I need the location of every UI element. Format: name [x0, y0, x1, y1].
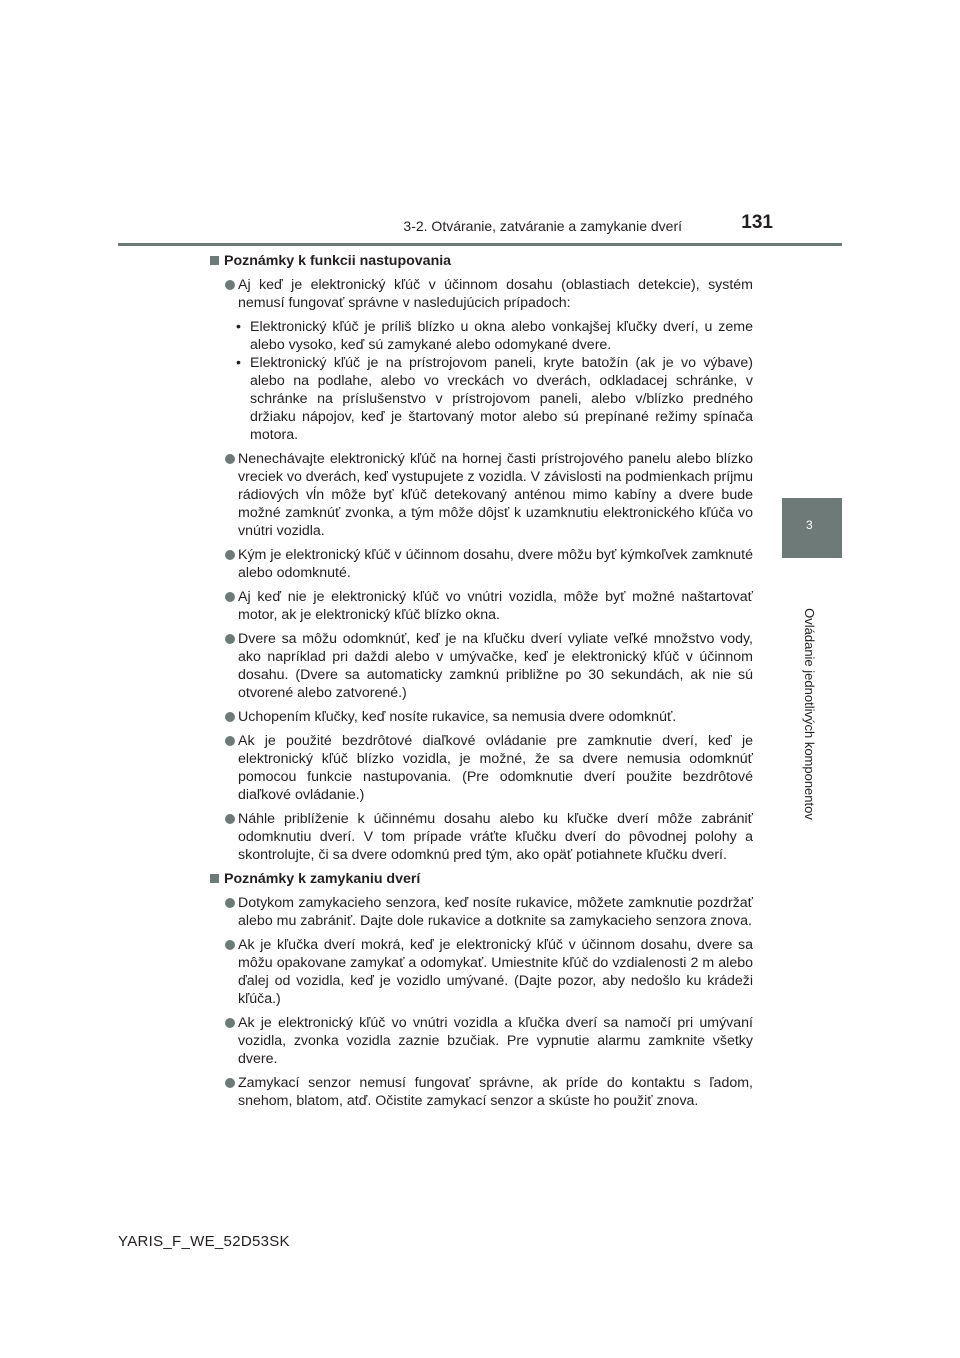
- note-item: Kým je elektronický kľúč v účinnom dosahu, dvere môžu byť kýmkoľvek zamknuté alebo odomknuté.: [210, 546, 753, 582]
- note-item: Zamykací senzor nemusí fungovať správne, ak príde do kontaktu s ľadom, snehom, blatom, atď. Očistite zamykací senzor a skúste ho použiť znova.: [210, 1074, 753, 1110]
- sub-item: • Elektronický kľúč je na prístrojovom paneli, kryte batožín (ak je vo výbave) alebo na podlahe, alebo vo vreckách vo dverách, odkladacej schránke, v schránke na príslušenstvo v prístrojovom paneli, alebo v/blízko predného držiaku nápojov, keď je štartovaný motor alebo sú prepínané režimy spínača motora.: [236, 355, 753, 443]
- dot-bullet-icon: •: [236, 355, 241, 371]
- sub-list: [210, 318, 753, 444]
- chapter-tab: [782, 498, 842, 558]
- page-number: 131: [741, 212, 773, 233]
- section-heading: Poznámky k funkcii nastupovania: [210, 252, 753, 270]
- page-content: [210, 252, 753, 1116]
- circle-bullet-icon: [225, 736, 235, 746]
- circle-bullet-icon: [225, 454, 235, 464]
- section-heading: Poznámky k zamykaniu dverí: [210, 870, 753, 888]
- circle-bullet-icon: [225, 814, 235, 824]
- header-divider: [118, 243, 842, 246]
- note-item: Náhle priblíženie k účinnému dosahu alebo ku kľučke dverí môže zabrániť odomknutiu dverí. V tom prípade vráťte kľučku dverí do pôvodnej polohy a skontrolujte, či sa dvere odomknú pred tým, ako opäť potiahnete kľučku dverí.: [210, 810, 753, 864]
- note-item: Nenechávajte elektronický kľúč na hornej časti prístrojového panelu alebo blízko vreciek vo dverách, keď vystupujete z vozidla. V závislosti na podmienkach príjmu rádiových vĺn môže byť kľúč detekovaný anténou mimo kabíny a dvere bude možné zamknúť zvonka, a tým môže dôjsť k uzamknutiu elektronického kľúča vo vnútri vozidla.: [210, 450, 753, 540]
- note-item: Ak je elektronický kľúč vo vnútri vozidla a kľučka dverí sa namočí pri umývaní vozidla, zvonka vozidla zaznie bzučiak. Pre vypnutie alarmu zamknite všetky dvere.: [210, 1014, 753, 1068]
- circle-bullet-icon: [225, 280, 235, 290]
- note-item: Aj keď je elektronický kľúč v účinnom dosahu (oblastiach detekcie), systém nemusí fungovať správne v nasledujúcich prípadoch:: [210, 276, 753, 312]
- square-bullet-icon: [210, 874, 219, 883]
- sub-item: • Elektronický kľúč je príliš blízko u okna alebo vonkajšej kľučky dverí, u zeme alebo vysoko, keď sú zamykané alebo odomykané dvere.: [236, 319, 753, 353]
- circle-bullet-icon: [225, 1018, 235, 1028]
- note-item: Ak je použité bezdrôtové diaľkové ovládanie pre zamknutie dverí, keď je elektronický kľúč blízko vozidla, je možné, že sa dvere nemusia odomknúť pomocou funkcie nastupovania. (Pre odomknutie dverí použite bezdrôtové diaľkové ovládanie.): [210, 732, 753, 804]
- note-item: Aj keď nie je elektronický kľúč vo vnútri vozidla, môže byť možné naštartovať motor, ak je elektronický kľúč blízko okna.: [210, 588, 753, 624]
- note-item: Dotykom zamykacieho senzora, keď nosíte rukavice, môžete zamknutie pozdržať alebo mu zabrániť. Dajte dole rukavice a dotknite sa zamykacieho senzora znova.: [210, 894, 753, 930]
- circle-bullet-icon: [225, 940, 235, 950]
- circle-bullet-icon: [225, 1078, 235, 1088]
- section-title: 3-2. Otváranie, zatváranie a zamykanie dverí: [403, 218, 682, 234]
- chapter-title: Ovládanie jednotlivých komponentov: [802, 608, 817, 820]
- circle-bullet-icon: [225, 712, 235, 722]
- dot-bullet-icon: •: [236, 319, 241, 335]
- document-code: YARIS_F_WE_52D53SK: [118, 1233, 290, 1250]
- note-item: Ak je kľučka dverí mokrá, keď je elektronický kľúč v účinnom dosahu, dvere sa môžu opakovane zamykať a odomykať. Umiestnite kľúč do vzdialenosti 2 m alebo ďalej od vozidla, keď je vozidlo umývané. (Dajte pozor, aby nedošlo ku krádeži kľúča.): [210, 936, 753, 1008]
- chapter-number: 3: [806, 518, 813, 532]
- circle-bullet-icon: [225, 634, 235, 644]
- circle-bullet-icon: [225, 592, 235, 602]
- square-bullet-icon: [210, 256, 219, 265]
- note-item: Uchopením kľučky, keď nosíte rukavice, sa nemusia dvere odomknúť.: [210, 708, 753, 726]
- circle-bullet-icon: [225, 550, 235, 560]
- note-item: Dvere sa môžu odomknúť, keď je na kľučku dverí vyliate veľké množstvo vody, ako napríklad pri daždi alebo v umývačke, keď je elektronický kľúč v účinnom dosahu. (Dvere sa automaticky zamknú približne po 30 sekundách, ak nie sú otvorené alebo zatvorené.): [210, 630, 753, 702]
- circle-bullet-icon: [225, 898, 235, 908]
